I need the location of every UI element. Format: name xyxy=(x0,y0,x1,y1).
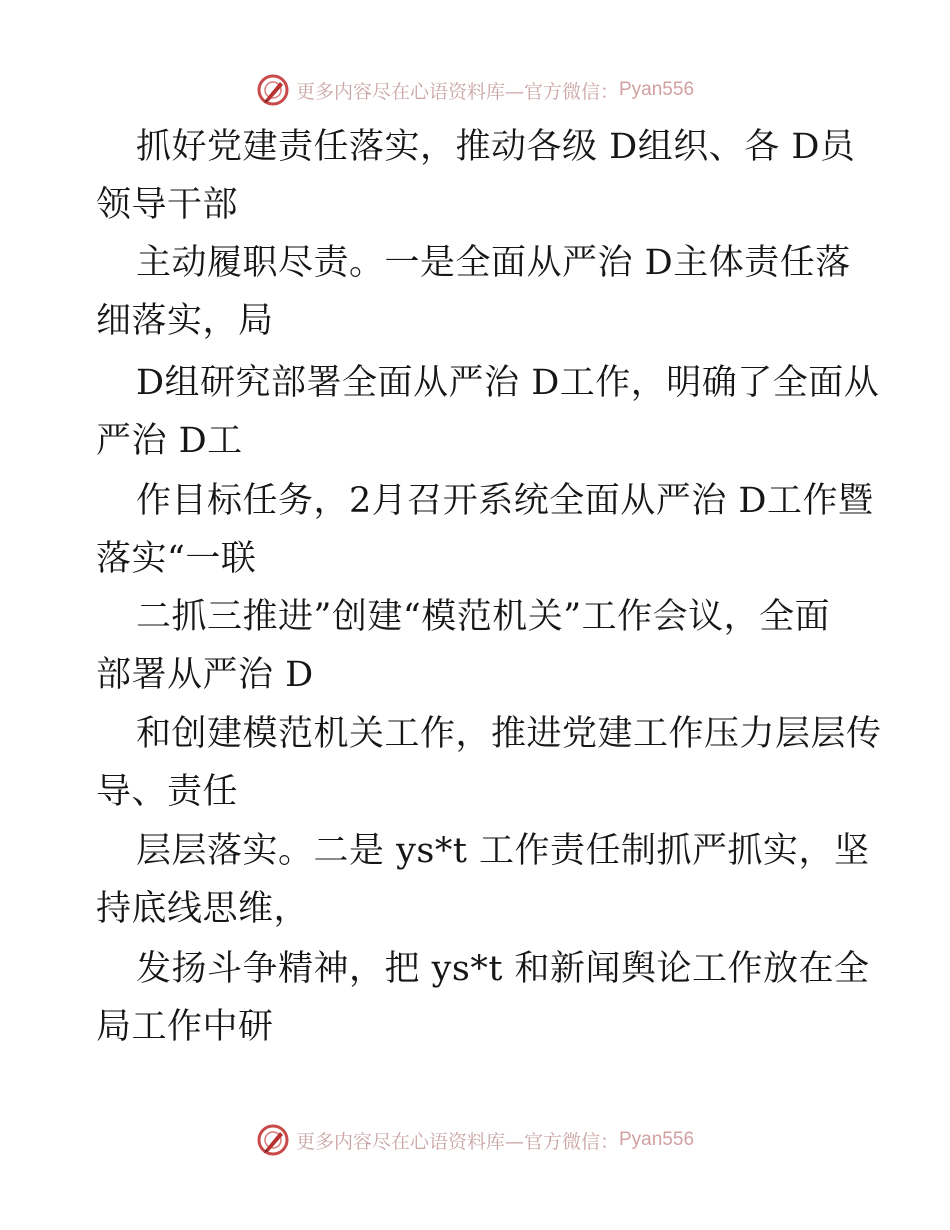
watermark-wechat-id: Pyan556 xyxy=(619,79,695,100)
pen-seal-icon xyxy=(256,73,290,107)
text-line: D组研究部署全面从严治 D工作，明确了全面从 xyxy=(136,363,880,403)
footer-watermark xyxy=(0,1120,950,1160)
text-line: 和创建模范机关工作，推进党建工作压力层层传 xyxy=(136,714,882,754)
watermark-text: 更多内容尽在心语资料库—官方微信： xyxy=(295,80,619,103)
pen-seal-icon xyxy=(256,1123,290,1157)
text-line: 二抓三推进”创建“模范机关”工作会议，全面 xyxy=(136,597,831,637)
watermark-wechat-id: Pyan556 xyxy=(619,1129,695,1150)
text-line: 严治 D工 xyxy=(96,421,243,461)
text-line: 部署从严治 D xyxy=(96,655,314,695)
text-line: 领导干部 xyxy=(96,185,239,225)
text-line: 持底线思维， xyxy=(96,889,310,929)
text-line: 导、责任 xyxy=(96,772,239,812)
text-line: 局工作中研 xyxy=(96,1007,274,1047)
text-line: 细落实，局 xyxy=(96,301,274,341)
text-line: 作目标任务，2月召开系统全面从严治 D工作暨 xyxy=(136,481,874,521)
text-line: 发扬斗争精神，把 ys*t 和新闻舆论工作放在全 xyxy=(136,949,870,989)
header-watermark xyxy=(0,70,950,110)
text-line: 层层落实。二是 ys*t 工作责任制抓严抓实，坚 xyxy=(136,831,870,871)
text-line: 主动履职尽责。一是全面从严治 D主体责任落 xyxy=(136,243,851,283)
text-line: 落实“一联 xyxy=(96,539,257,579)
text-line: 抓好党建责任落实，推动各级 D组织、各 D员 xyxy=(136,127,856,167)
watermark-text: 更多内容尽在心语资料库—官方微信： xyxy=(295,1130,619,1153)
